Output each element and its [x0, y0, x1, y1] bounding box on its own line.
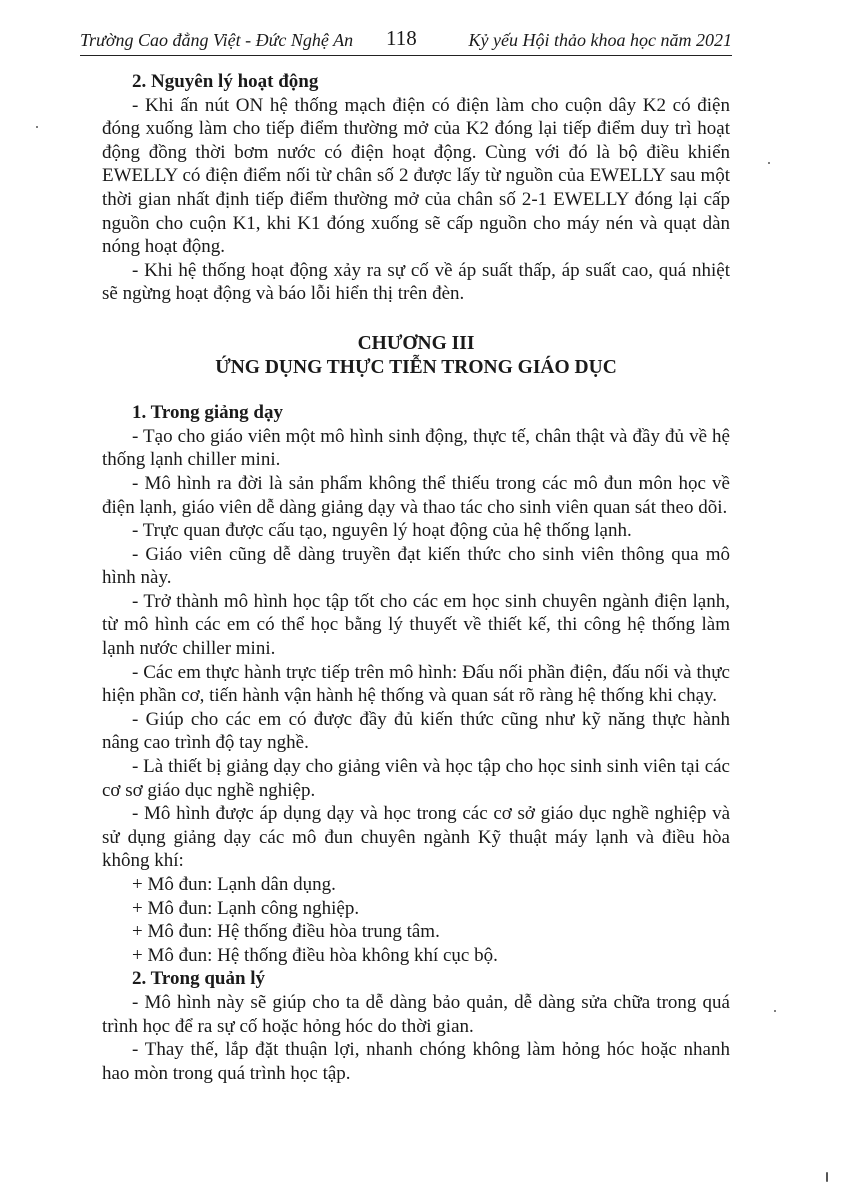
section-heading-teaching: 1. Trong giảng dạy	[132, 402, 283, 424]
section-heading-management: 2. Trong quản lý	[132, 968, 266, 990]
header-rule	[80, 55, 732, 56]
list-item: - Tạo cho giáo viên một mô hình sinh động, thực tế, chân thật và đầy đủ về hệ thống lạnh chiller mini.	[102, 425, 730, 471]
module-item: + Mô đun: Lạnh dân dụng.	[132, 874, 336, 895]
list-item: - Giáo viên cũng dễ dàng truyền đạt kiến thức cho sinh viên thông qua mô hình này.	[102, 543, 730, 589]
scan-speck	[774, 1010, 776, 1012]
scan-speck	[826, 1172, 828, 1182]
list-item: - Thay thế, lắp đặt thuận lợi, nhanh chóng không làm hỏng hóc hoặc nhanh hao mòn trong quá trình học tập.	[102, 1039, 730, 1084]
list-item: - Là thiết bị giảng dạy cho giảng viên và học tập cho học sinh sinh viên tại các cơ sơ giáo dục nghề nghiệp.	[102, 756, 730, 801]
list-item: - Mô hình ra đời là sản phẩm không thể thiếu trong các mô đun môn học về điện lạnh, giáo viên dễ dàng giảng dạy và thao tác cho sinh viên quan sát theo dõi.	[102, 472, 730, 518]
module-item: + Mô đun: Hệ thống điều hòa trung tâm.	[132, 921, 440, 943]
running-header	[80, 26, 732, 54]
paragraph-operating-principle-1: - Khi ấn nút ON hệ thống mạch điện có điện làm cho cuộn dây K2 có điện đóng xuống làm cho tiếp điểm thường mở của K2 đóng lại tiếp điểm duy trì hoạt động đồng thời bơm nước có điện hoạt động. Cùng với đó là bộ điều khiển EWELLY có điện điểm nối từ chân số 2 được lấy từ nguồn của EWELLY sau một thời gian nhất định tiếp điểm thường mở của chân số 2-1 EWELLY đóng lại cấp nguồn cho cuộn K1, khi K1 đóng xuống sẽ cấp nguồn cho máy nén và quạt dàn nóng hoạt động.	[102, 94, 730, 258]
scan-speck	[36, 126, 38, 128]
chapter-title: ỨNG DỤNG THỰC TIỄN TRONG GIÁO DỤC	[215, 356, 617, 378]
module-item: + Mô đun: Hệ thống điều hòa không khí cục bộ.	[132, 944, 498, 966]
section-heading-operating-principle: 2. Nguyên lý hoạt động	[132, 71, 319, 92]
chapter-number: CHƯƠNG III	[357, 332, 475, 354]
list-item: - Trở thành mô hình học tập tốt cho các em học sinh chuyên ngành điện lạnh, từ mô hình các em có thể học bằng lý thuyết về thiết kế, thi công hệ thống làm lạnh nước chiller mini.	[102, 590, 730, 660]
module-item: + Mô đun: Lạnh công nghiệp.	[132, 897, 360, 919]
list-item: - Trực quan được cấu tạo, nguyên lý hoạt động của hệ thống lạnh.	[132, 520, 632, 542]
list-item: - Mô hình này sẽ giúp cho ta dễ dàng bảo quản, dễ dàng sửa chữa trong quá trình học để ra sự cố hoặc hỏng hóc do thời gian.	[102, 991, 730, 1037]
page-body	[102, 70, 730, 1085]
list-item: - Các em thực hành trực tiếp trên mô hình: Đấu nối phần điện, đấu nối và thực hiện phần cơ, tiến hành vận hành hệ thống và quan sát rõ ràng hệ thống khi chạy.	[102, 661, 730, 707]
scan-speck	[768, 162, 770, 164]
paragraph-operating-principle-2: - Khi hệ thống hoạt động xảy ra sự cố về áp suất thấp, áp suất cao, quá nhiệt sẽ ngừng hoạt động và báo lỗi hiển thị trên đèn.	[102, 259, 730, 305]
page-number: 118	[386, 26, 417, 50]
header-proceedings: Kỷ yếu Hội thảo khoa học năm 2021	[468, 30, 732, 50]
list-item: - Giúp cho các em có được đầy đủ kiến thức cũng như kỹ năng thực hành nâng cao trình độ tay nghề.	[102, 708, 730, 754]
list-item: - Mô hình được áp dụng dạy và học trong các cơ sở giáo dục nghề nghiệp và sử dụng giảng dạy các mô đun chuyên ngành Kỹ thuật máy lạnh và điều hòa không khí:	[102, 803, 730, 872]
header-institution: Trường Cao đẳng Việt - Đức Nghệ An	[80, 30, 354, 50]
